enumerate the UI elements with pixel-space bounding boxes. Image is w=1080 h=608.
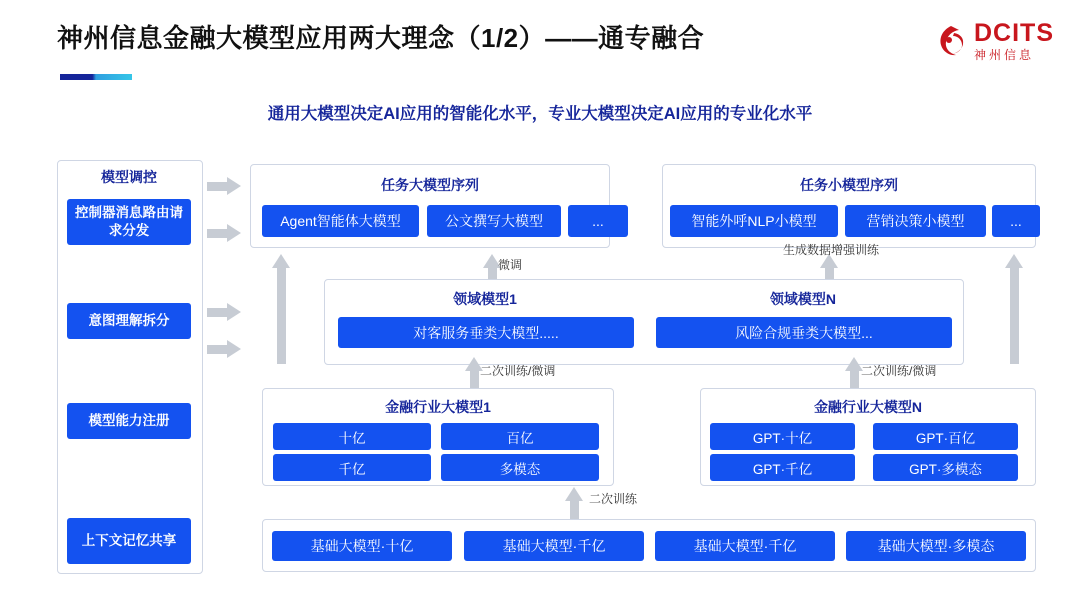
brand-logo bbox=[937, 21, 1054, 61]
logo-mark-icon bbox=[937, 24, 967, 58]
arrow-up-base-training-icon bbox=[565, 487, 583, 519]
arrow-label-base-training: 二次训练 bbox=[589, 492, 638, 506]
model-control-title: 模型调控 bbox=[101, 169, 157, 185]
logo-text-cn: 神州信息 bbox=[974, 48, 1035, 62]
finance-model-n-label: 金融行业大模型N bbox=[813, 399, 923, 415]
arrow-label-fine-tune: 微调 bbox=[498, 258, 523, 272]
finance-n-item-multimodal[interactable]: GPT·多模态 bbox=[873, 454, 1018, 481]
control-item-router[interactable]: 控制器消息路由请求分发 bbox=[67, 199, 191, 245]
finance-n-item-hundred-billion[interactable]: GPT·千亿 bbox=[710, 454, 855, 481]
domain-model-item-risk[interactable]: 风险合规垂类大模型... bbox=[656, 317, 952, 348]
task-large-group-label: 任务大模型序列 bbox=[381, 177, 479, 193]
arrow-right-4-icon bbox=[207, 340, 241, 358]
foundation-item-2[interactable]: 基础大模型·千亿 bbox=[464, 531, 644, 561]
logo-text bbox=[974, 21, 1054, 61]
arrow-right-1-icon bbox=[207, 177, 241, 195]
subtitle: 通用大模型决定AI应用的智能化水平，专业大模型决定AI应用的专业化水平 bbox=[267, 105, 813, 123]
arrow-right-2-icon bbox=[207, 224, 241, 242]
finance-1-item-billion[interactable]: 十亿 bbox=[273, 423, 431, 450]
arrow-label-secondary-right: 二次训练/微调 bbox=[861, 364, 937, 378]
control-item-registry[interactable]: 模型能力注册 bbox=[67, 403, 191, 439]
task-large-item-document[interactable]: 公文撰写大模型 bbox=[427, 205, 561, 237]
domain-model-n-label: 领域模型N bbox=[769, 291, 837, 307]
finance-1-item-ten-billion[interactable]: 百亿 bbox=[441, 423, 599, 450]
finance-1-item-multimodal[interactable]: 多模态 bbox=[441, 454, 599, 481]
task-small-item-more[interactable]: ... bbox=[992, 205, 1040, 237]
foundation-item-4[interactable]: 基础大模型·多模态 bbox=[846, 531, 1026, 561]
control-item-intent[interactable]: 意图理解拆分 bbox=[67, 303, 191, 339]
domain-model-item-service[interactable]: 对客服务垂类大模型..... bbox=[338, 317, 634, 348]
finance-n-item-ten-billion[interactable]: GPT·百亿 bbox=[873, 423, 1018, 450]
task-large-item-more[interactable]: ... bbox=[568, 205, 628, 237]
task-small-group-label: 任务小模型序列 bbox=[800, 177, 898, 193]
arrow-right-3-icon bbox=[207, 303, 241, 321]
page-title: 神州信息金融大模型应用两大理念（1/2）——通专融合 bbox=[57, 23, 705, 53]
arrow-label-secondary-left: 二次训练/微调 bbox=[480, 364, 556, 378]
foundation-item-1[interactable]: 基础大模型·十亿 bbox=[272, 531, 452, 561]
foundation-item-3[interactable]: 基础大模型·千亿 bbox=[655, 531, 835, 561]
control-item-context[interactable]: 上下文记忆共享 bbox=[67, 518, 191, 564]
task-small-item-marketing[interactable]: 营销决策小模型 bbox=[845, 205, 986, 237]
arrow-up-right-long-icon bbox=[1005, 254, 1023, 364]
logo-text-en: DCITS bbox=[974, 19, 1054, 47]
domain-model-1-label: 领域模型1 bbox=[453, 291, 517, 307]
task-small-item-nlp[interactable]: 智能外呼NLP小模型 bbox=[670, 205, 838, 237]
finance-n-item-billion[interactable]: GPT·十亿 bbox=[710, 423, 855, 450]
finance-model-1-label: 金融行业大模型1 bbox=[385, 399, 491, 415]
arrow-label-data-augment: 生成数据增强训练 bbox=[782, 243, 879, 257]
title-underline bbox=[60, 74, 132, 80]
task-large-item-agent[interactable]: Agent智能体大模型 bbox=[262, 205, 419, 237]
arrow-up-left-long-icon bbox=[272, 254, 290, 364]
finance-1-item-hundred-billion[interactable]: 千亿 bbox=[273, 454, 431, 481]
